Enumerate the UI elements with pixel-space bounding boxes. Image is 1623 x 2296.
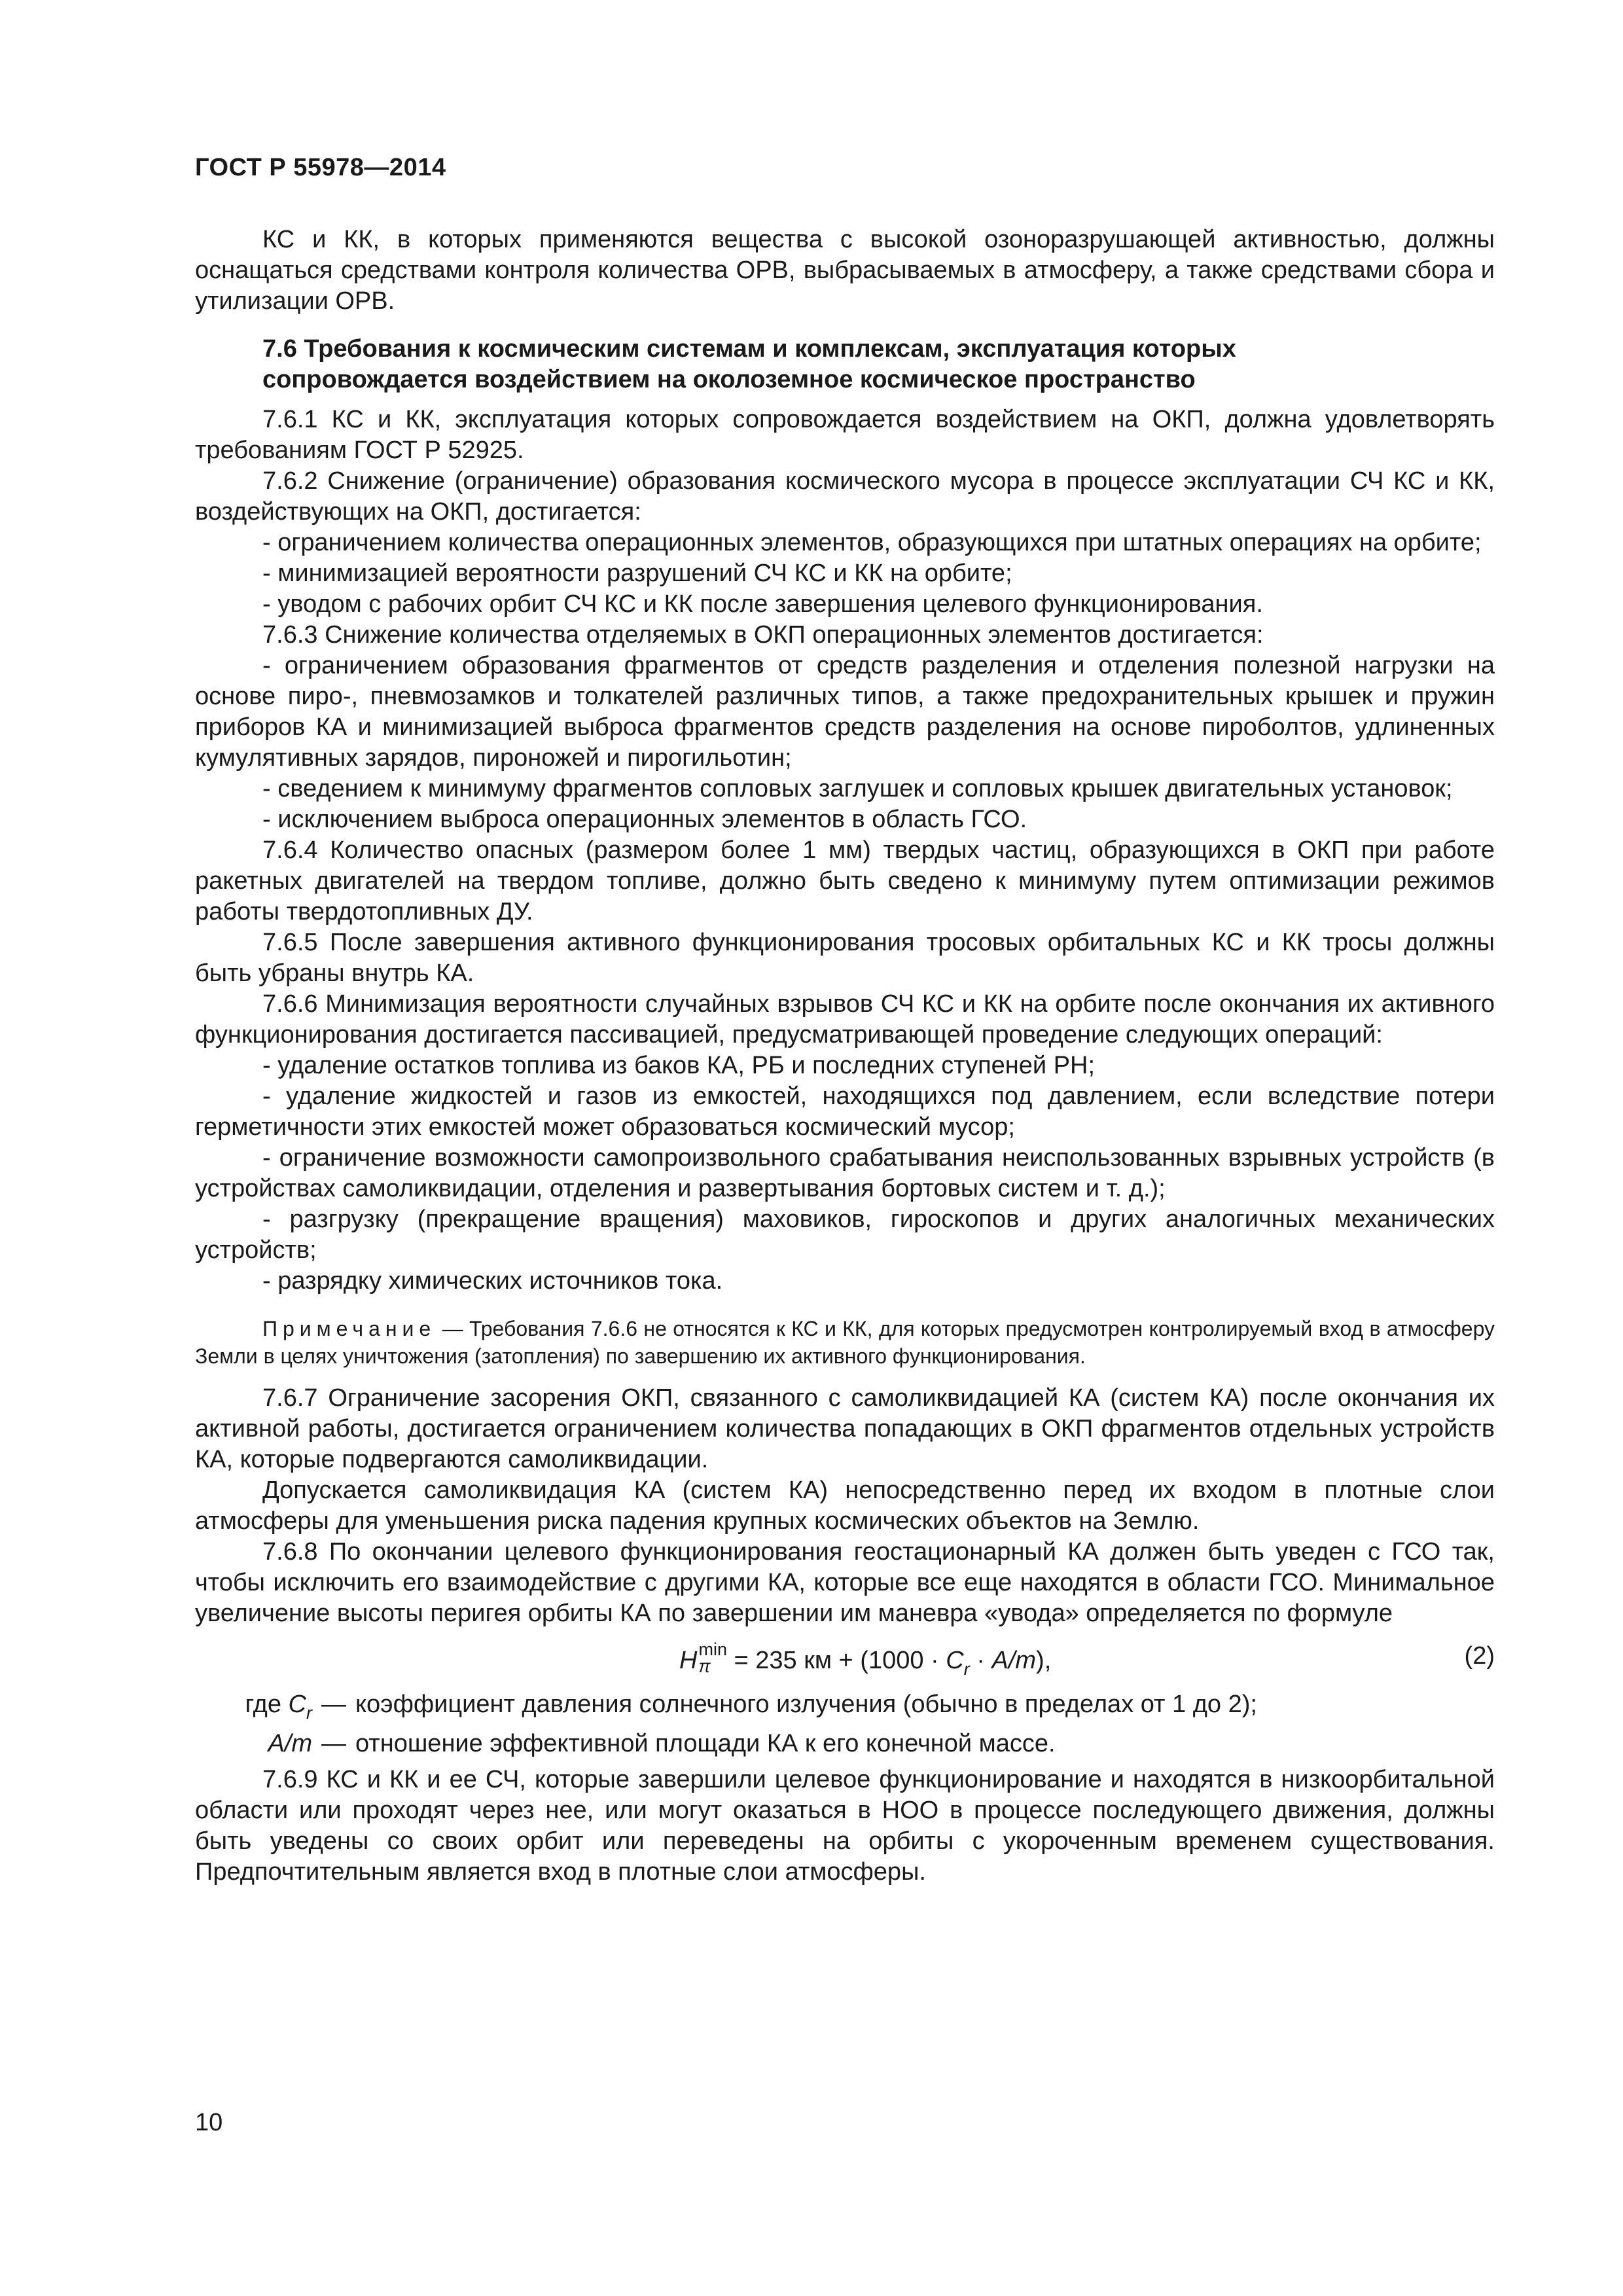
formula-symbol-c: C [946,1647,964,1674]
clause-7-6-3-item-3: - исключением выброса операционных элементов в область ГСО. [262,806,1027,833]
formula-expression [679,1641,1051,1685]
legend-row-cr [195,1689,1495,1729]
clause-7-6-6-item-3: - ограничение возможности самопроизвольного срабатывания неиспользованных взрывных устройств (в устройствах самоликвидации, отделения и развертывания бортовых систем и т. д.); [195,1144,1495,1202]
note [195,1315,1495,1370]
clause-7-6-4: 7.6.4 Количество опасных (размером более 1 мм) твердых частиц, образующихся в ОКП при работе ракетных двигателей на твердом топливе, должно быть сведено к минимуму путем оптимизации режимов работы твердотопливных ДУ. [195,836,1495,925]
clause-7-6-6-item-5: - разрядку химических источников тока. [262,1267,723,1295]
clause-7-6-2-item-3: - уводом с рабочих орбит СЧ КС и КК после завершения целевого функционирования. [262,590,1263,618]
section-heading-line-2: сопровождается воздействием на околоземное космическое пространство [262,366,1196,393]
formula-superscript: min [698,1640,727,1659]
formula-rhs-c: ), [1036,1647,1052,1674]
legend-desc-am: отношение эффективной площади КА к его конечной массе. [355,1730,1056,1757]
clause-7-6-3: 7.6.3 Снижение количества отделяемых в ОКП операционных элементов достигается: [262,621,1264,649]
section-heading-line-1: 7.6 Требования к космическим системам и комплексам, эксплуатация которых [262,335,1236,363]
legend-symbol-am: A/m [268,1730,312,1757]
clause-7-6-6-item-1: - удаление остатков топлива из баков КА, РБ и последних ступеней РН; [262,1052,1096,1079]
legend-row-am [195,1729,1495,1759]
clause-7-6-8: 7.6.8 По окончании целевого функционирования геостационарный КА должен быть уведен с ГСО так, чтобы исключить его взаимодействие с другими КА, которые все еще находятся в области ГСО. Минимальное увеличение высоты перигея орбиты КА по завершении им маневра «увода» определяется по формуле [195,1538,1495,1627]
clause-7-6-2-item-2: - минимизацией вероятности разрушений СЧ КС и КК на орбите; [262,560,1012,587]
formula-symbol-h: H [679,1647,698,1674]
clause-7-6-6: 7.6.6 Минимизация вероятности случайных взрывов СЧ КС и КК на орбите после окончания их активного функционирования достигается пассивацией, предусматривающей проведение следующих операций: [195,990,1495,1049]
page-number: 10 [195,2109,223,2136]
section-heading [195,334,1495,395]
clause-7-6-2-item-1: - ограничением количества операционных элементов, образующихся при штатных операциях на орбите; [262,529,1482,556]
legend-c-subscript: r [306,1703,312,1723]
legend-key-cr [195,1689,321,1729]
legend-dash: — [321,1730,346,1757]
formula-number: (2) [1464,1642,1495,1670]
note-text: — Требования 7.6.6 не относятся к КС и КК, для которых предусмотрен контролируемый вход в атмосферу Земли в целях уничтожения (затопления) по завершению их активного функционирования. [195,1317,1495,1368]
legend-symbol-c: C [288,1691,306,1718]
clause-7-6-9: 7.6.9 КС и КК и ее СЧ, которые завершили целевое функционирование и находятся в низкоорбитальной области или проходят через нее, или могут оказаться в НОО в процессе последующего движения, должны быть уведены со своих орбит или переведены на орбиты с укороченным временем существования. Предпочтительным является вход в плотные слои атмосферы. [195,1766,1495,1886]
formula-2 [195,1637,1495,1683]
paragraph-intro: КС и КК, в которых применяются вещества с высокой озоноразрушающей активностью, должны оснащаться средствами контроля количества ОРВ, выбрасываемых в атмосферу, а также средствами сбора и утилизации ОРВ. [195,226,1495,315]
clause-7-6-3-item-2: - сведением к минимуму фрагментов сопловых заглушек и сопловых крышек двигательных установок; [262,775,1453,802]
clause-7-6-1: 7.6.1 КС и КК, эксплуатация которых сопровождается воздействием на ОКП, должна удовлетворять требованиям ГОСТ Р 52925. [195,406,1495,464]
clause-7-6-2: 7.6.2 Снижение (ограничение) образования космического мусора в процессе эксплуатации СЧ КС и КК, воздействующих на ОКП, достигается: [195,467,1495,526]
document-header: ГОСТ Р 55978—2014 [195,154,446,181]
formula-c-subscript: r [963,1659,970,1679]
clause-7-6-6-item-4: - разгрузку (прекращение вращения) маховиков, гироскопов и других аналогичных механических устройств; [195,1206,1495,1264]
document-body [195,224,1495,1888]
formula-rhs-b: · [969,1647,992,1674]
legend-word-where: где [245,1691,281,1718]
note-label: Примечание [262,1317,437,1340]
legend-desc-cr: коэффициент давления солнечного излучения (обычно в пределах от 1 до 2); [355,1691,1257,1718]
formula-legend [195,1689,1495,1759]
formula-rhs-a: = 235 км + (1000 · [726,1647,946,1674]
legend-key-am [195,1729,321,1759]
formula-sup-sub [698,1641,727,1675]
formula-symbol-am: A/m [991,1647,1037,1674]
clause-7-6-7: 7.6.7 Ограничение засорения ОКП, связанного с самоликвидацией КА (систем КА) после окончания их активной работы, достигается ограничением количества попадающих в ОКП фрагментов отдельных устройств КА, которые подвергаются самоликвидации. [195,1384,1495,1473]
clause-7-6-3-item-1: - ограничением образования фрагментов от средств разделения и отделения полезной нагрузки на основе пиро-, пневмозамков и толкателей различных типов, а также предохранительных крышек и пружин приборов КА и минимизацией выброса фрагментов средств разделения на основе пироболтов, удлиненных кумулятивных зарядов, пироножей и пирогильотин; [195,652,1495,772]
clause-7-6-6-item-2: - удаление жидкостей и газов из емкостей, находящихся под давлением, если вследствие потери герметичности этих емкостей может образоваться космический мусор; [195,1083,1495,1141]
clause-7-6-7-continuation: Допускается самоликвидация КА (систем КА) непосредственно перед их входом в плотные слои атмосферы для уменьшения риска падения крупных космических объектов на Землю. [195,1477,1495,1535]
formula-subscript: π [698,1657,711,1676]
clause-7-6-5: 7.6.5 После завершения активного функционирования тросовых орбитальных КС и КК тросы должны быть убраны внутрь КА. [195,929,1495,987]
legend-dash: — [321,1691,346,1718]
